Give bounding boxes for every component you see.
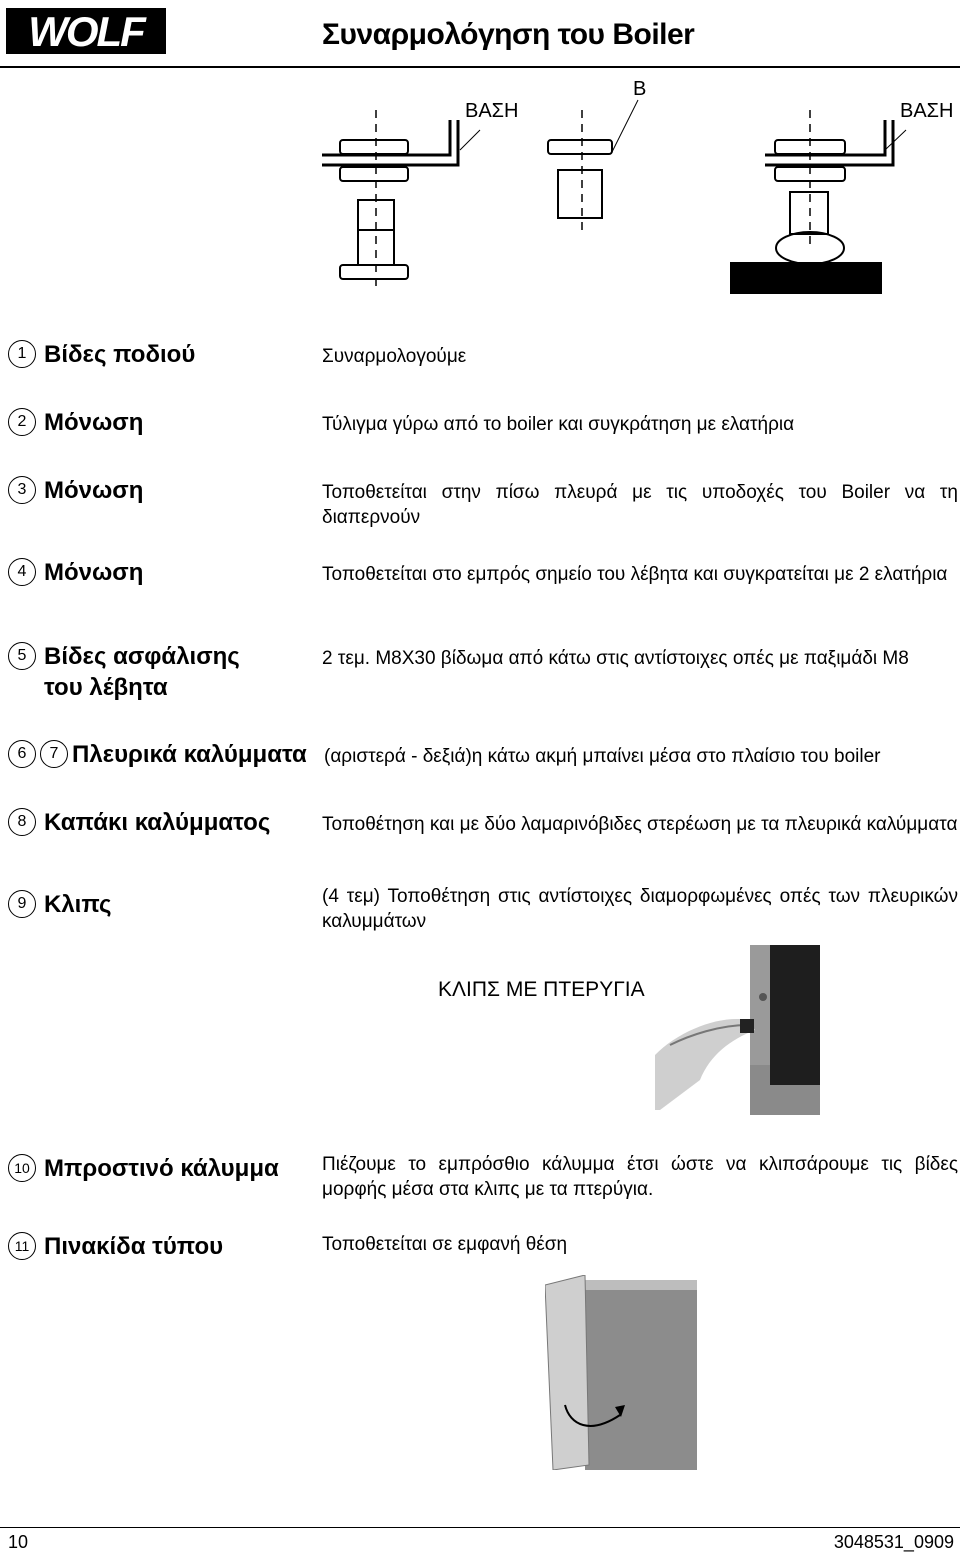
part-name-line1: Βίδες ασφάλισης [44,643,240,670]
label-b: B [633,78,647,100]
page-title: Συναρμολόγηση του Boiler [322,18,695,51]
item-number: 10 [8,1154,36,1182]
part-description: Τοποθετείται στην πίσω πλευρά με τις υποδοχές του Boiler να τη διαπερνούν [322,482,958,528]
label-base-left: ΒΑΣΗ [465,100,519,122]
part-name: Μόνωση [44,477,144,504]
page-number: 10 [8,1532,29,1552]
clip-figure-label: ΚΛΙΠΣ ΜΕ ΠΤΕΡΥΓΙΑ [438,978,645,1001]
part-name: Μπροστινό κάλυμμα [44,1155,279,1182]
label-base-right: ΒΑΣΗ [900,100,954,122]
part-description: Τοποθετείται στο εμπρός σημείο του λέβητα και συγκρατείται με 2 ελατήρια [322,564,948,585]
foot-screw-diagram [310,70,960,310]
part-description: Τοποθέτηση και με δύο λαμαρινόβιδες στερέωση με τα πλευρικά καλύμματα [322,814,958,835]
part-name: Πλευρικά καλύμματα [72,741,307,768]
item-number: 8 [8,808,36,836]
bolt-drawing [310,70,960,310]
part-description: 2 τεμ. M8X30 βίδωμα από κάτω στις αντίστοιχες οπές με παξιμάδι M8 [322,648,909,669]
item-number: 1 [8,340,36,368]
part-name: Μόνωση [44,409,144,436]
part-description: Συναρμολογούμε [322,346,467,367]
header-divider [0,66,960,68]
part-name: Πινακίδα τύπου [44,1233,224,1260]
item-number: 3 [8,476,36,504]
footer-divider [0,1527,960,1528]
front-panel-photo [545,1275,697,1470]
part-description: Τοποθετείται σε εμφανή θέση [322,1234,568,1255]
svg-text:WOLF: WOLF [28,8,144,54]
item-number: 5 [8,642,36,670]
item-number: 4 [8,558,36,586]
part-description: (αριστερά - δεξιά)η κάτω ακμή μπαίνει μέσα στο πλαίσιο του boiler [324,746,881,767]
wolf-logo [6,8,166,54]
item-number: 2 [8,408,36,436]
part-name: Καπάκι καλύμματος [44,809,271,836]
part-description: Πιέζουμε το εμπρόσθιο κάλυμμα έτσι ώστε να κλιπσάρουμε τις βίδες μορφής μέσα στα κλιπς με τα πτερύγια. [322,1154,958,1200]
item-number-2: 7 [40,740,68,768]
document-number: 3048531_0909 [833,1532,954,1552]
part-description: (4 τεμ) Τοποθέτηση στις αντίστοιχες διαμορφωμένες οπές των πλευρικών καλυμμάτων [322,886,958,932]
part-description: Τύλιγμα γύρω από το boiler και συγκράτηση με ελατήρια [322,414,795,435]
part-name: Κλιπς [44,891,112,918]
item-number: 6 [8,740,36,768]
part-name: Βίδες ποδιού [44,341,196,368]
part-name: Μόνωση [44,559,144,586]
item-number: 9 [8,890,36,918]
item-number: 11 [8,1232,36,1260]
clip-photo [650,945,820,1115]
part-name-line2: του λέβητα [44,674,168,701]
